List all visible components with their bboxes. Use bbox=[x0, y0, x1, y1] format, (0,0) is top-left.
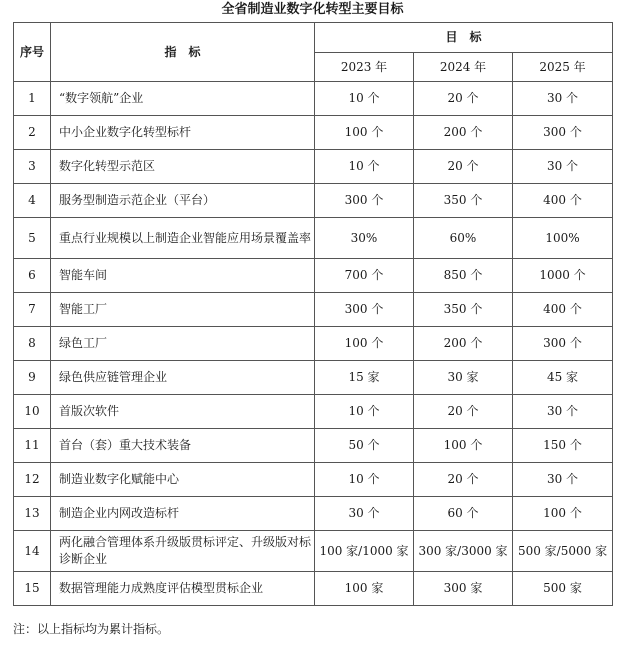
row-indicator: 制造业数字化赋能中心 bbox=[51, 463, 315, 497]
row-2023: 100 家/1000 家 bbox=[315, 531, 414, 572]
row-2025: 400 个 bbox=[513, 184, 613, 218]
row-2025: 100 个 bbox=[513, 497, 613, 531]
table-row bbox=[14, 463, 613, 497]
row-2025: 400 个 bbox=[513, 293, 613, 327]
row-2024: 200 个 bbox=[414, 327, 513, 361]
table-row bbox=[14, 259, 613, 293]
row-seq: 7 bbox=[14, 293, 51, 327]
row-2025: 150 个 bbox=[513, 429, 613, 463]
row-2024: 350 个 bbox=[414, 184, 513, 218]
table-row bbox=[14, 327, 613, 361]
row-seq: 9 bbox=[14, 361, 51, 395]
table-row bbox=[14, 531, 613, 572]
row-2023: 10 个 bbox=[315, 395, 414, 429]
row-2023: 700 个 bbox=[315, 259, 414, 293]
row-seq: 1 bbox=[14, 82, 51, 116]
row-2024: 20 个 bbox=[414, 82, 513, 116]
row-2025: 100% bbox=[513, 218, 613, 259]
row-2023: 100 个 bbox=[315, 327, 414, 361]
row-2025: 1000 个 bbox=[513, 259, 613, 293]
table-row bbox=[14, 395, 613, 429]
row-2023: 30% bbox=[315, 218, 414, 259]
row-2024: 100 个 bbox=[414, 429, 513, 463]
row-indicator: 智能工厂 bbox=[51, 293, 315, 327]
row-indicator: 数字化转型示范区 bbox=[51, 150, 315, 184]
row-2025: 45 家 bbox=[513, 361, 613, 395]
row-seq: 8 bbox=[14, 327, 51, 361]
row-indicator: 智能车间 bbox=[51, 259, 315, 293]
table-row bbox=[14, 150, 613, 184]
table-row bbox=[14, 218, 613, 259]
row-seq: 10 bbox=[14, 395, 51, 429]
table-row bbox=[14, 293, 613, 327]
row-2024: 20 个 bbox=[414, 463, 513, 497]
row-seq: 2 bbox=[14, 116, 51, 150]
row-2024: 300 家/3000 家 bbox=[414, 531, 513, 572]
table-row bbox=[14, 184, 613, 218]
row-2025: 30 个 bbox=[513, 150, 613, 184]
row-seq: 6 bbox=[14, 259, 51, 293]
row-2024: 60% bbox=[414, 218, 513, 259]
table-row bbox=[14, 361, 613, 395]
row-seq: 4 bbox=[14, 184, 51, 218]
header-seq: 序号 bbox=[14, 23, 51, 82]
header-indicator: 指 标 bbox=[51, 23, 315, 82]
row-indicator: 制造企业内网改造标杆 bbox=[51, 497, 315, 531]
table-row bbox=[14, 82, 613, 116]
row-2025: 500 家/5000 家 bbox=[513, 531, 613, 572]
row-indicator: 两化融合管理体系升级版贯标评定、升级版对标诊断企业 bbox=[51, 531, 315, 572]
row-indicator: 绿色供应链管理企业 bbox=[51, 361, 315, 395]
targets-table bbox=[13, 22, 613, 606]
table-row bbox=[14, 116, 613, 150]
row-seq: 11 bbox=[14, 429, 51, 463]
row-2023: 10 个 bbox=[315, 463, 414, 497]
header-year-2024: 2024 年 bbox=[414, 53, 513, 82]
row-2025: 30 个 bbox=[513, 82, 613, 116]
row-seq: 3 bbox=[14, 150, 51, 184]
row-2024: 350 个 bbox=[414, 293, 513, 327]
row-2023: 30 个 bbox=[315, 497, 414, 531]
row-2025: 500 家 bbox=[513, 572, 613, 606]
row-2023: 300 个 bbox=[315, 184, 414, 218]
table-row bbox=[14, 572, 613, 606]
header-target: 目 标 bbox=[315, 23, 613, 53]
row-2023: 50 个 bbox=[315, 429, 414, 463]
row-seq: 12 bbox=[14, 463, 51, 497]
row-seq: 13 bbox=[14, 497, 51, 531]
row-seq: 5 bbox=[14, 218, 51, 259]
row-2024: 20 个 bbox=[414, 150, 513, 184]
table-row bbox=[14, 497, 613, 531]
row-indicator: 数据管理能力成熟度评估模型贯标企业 bbox=[51, 572, 315, 606]
row-2023: 15 家 bbox=[315, 361, 414, 395]
row-seq: 15 bbox=[14, 572, 51, 606]
row-2024: 60 个 bbox=[414, 497, 513, 531]
row-indicator: 首版次软件 bbox=[51, 395, 315, 429]
row-indicator: 首台（套）重大技术装备 bbox=[51, 429, 315, 463]
row-indicator: “数字领航”企业 bbox=[51, 82, 315, 116]
row-2023: 100 家 bbox=[315, 572, 414, 606]
row-2023: 300 个 bbox=[315, 293, 414, 327]
table-note: 注：以上指标均为累计指标。 bbox=[13, 622, 170, 636]
row-indicator: 中小企业数字化转型标杆 bbox=[51, 116, 315, 150]
row-2023: 10 个 bbox=[315, 150, 414, 184]
row-2025: 300 个 bbox=[513, 116, 613, 150]
row-2023: 10 个 bbox=[315, 82, 414, 116]
row-2024: 20 个 bbox=[414, 395, 513, 429]
row-indicator: 绿色工厂 bbox=[51, 327, 315, 361]
header-year-2023: 2023 年 bbox=[315, 53, 414, 82]
row-indicator: 重点行业规模以上制造企业智能应用场景覆盖率 bbox=[51, 218, 315, 259]
row-indicator: 服务型制造示范企业（平台） bbox=[51, 184, 315, 218]
header-year-2025: 2025 年 bbox=[513, 53, 613, 82]
row-2024: 30 家 bbox=[414, 361, 513, 395]
row-2023: 100 个 bbox=[315, 116, 414, 150]
row-2025: 300 个 bbox=[513, 327, 613, 361]
row-2025: 30 个 bbox=[513, 395, 613, 429]
row-2024: 200 个 bbox=[414, 116, 513, 150]
row-2024: 850 个 bbox=[414, 259, 513, 293]
row-seq: 14 bbox=[14, 531, 51, 572]
table-title: 全省制造业数字化转型主要目标 bbox=[221, 2, 404, 17]
row-2024: 300 家 bbox=[414, 572, 513, 606]
row-2025: 30 个 bbox=[513, 463, 613, 497]
table-row bbox=[14, 429, 613, 463]
